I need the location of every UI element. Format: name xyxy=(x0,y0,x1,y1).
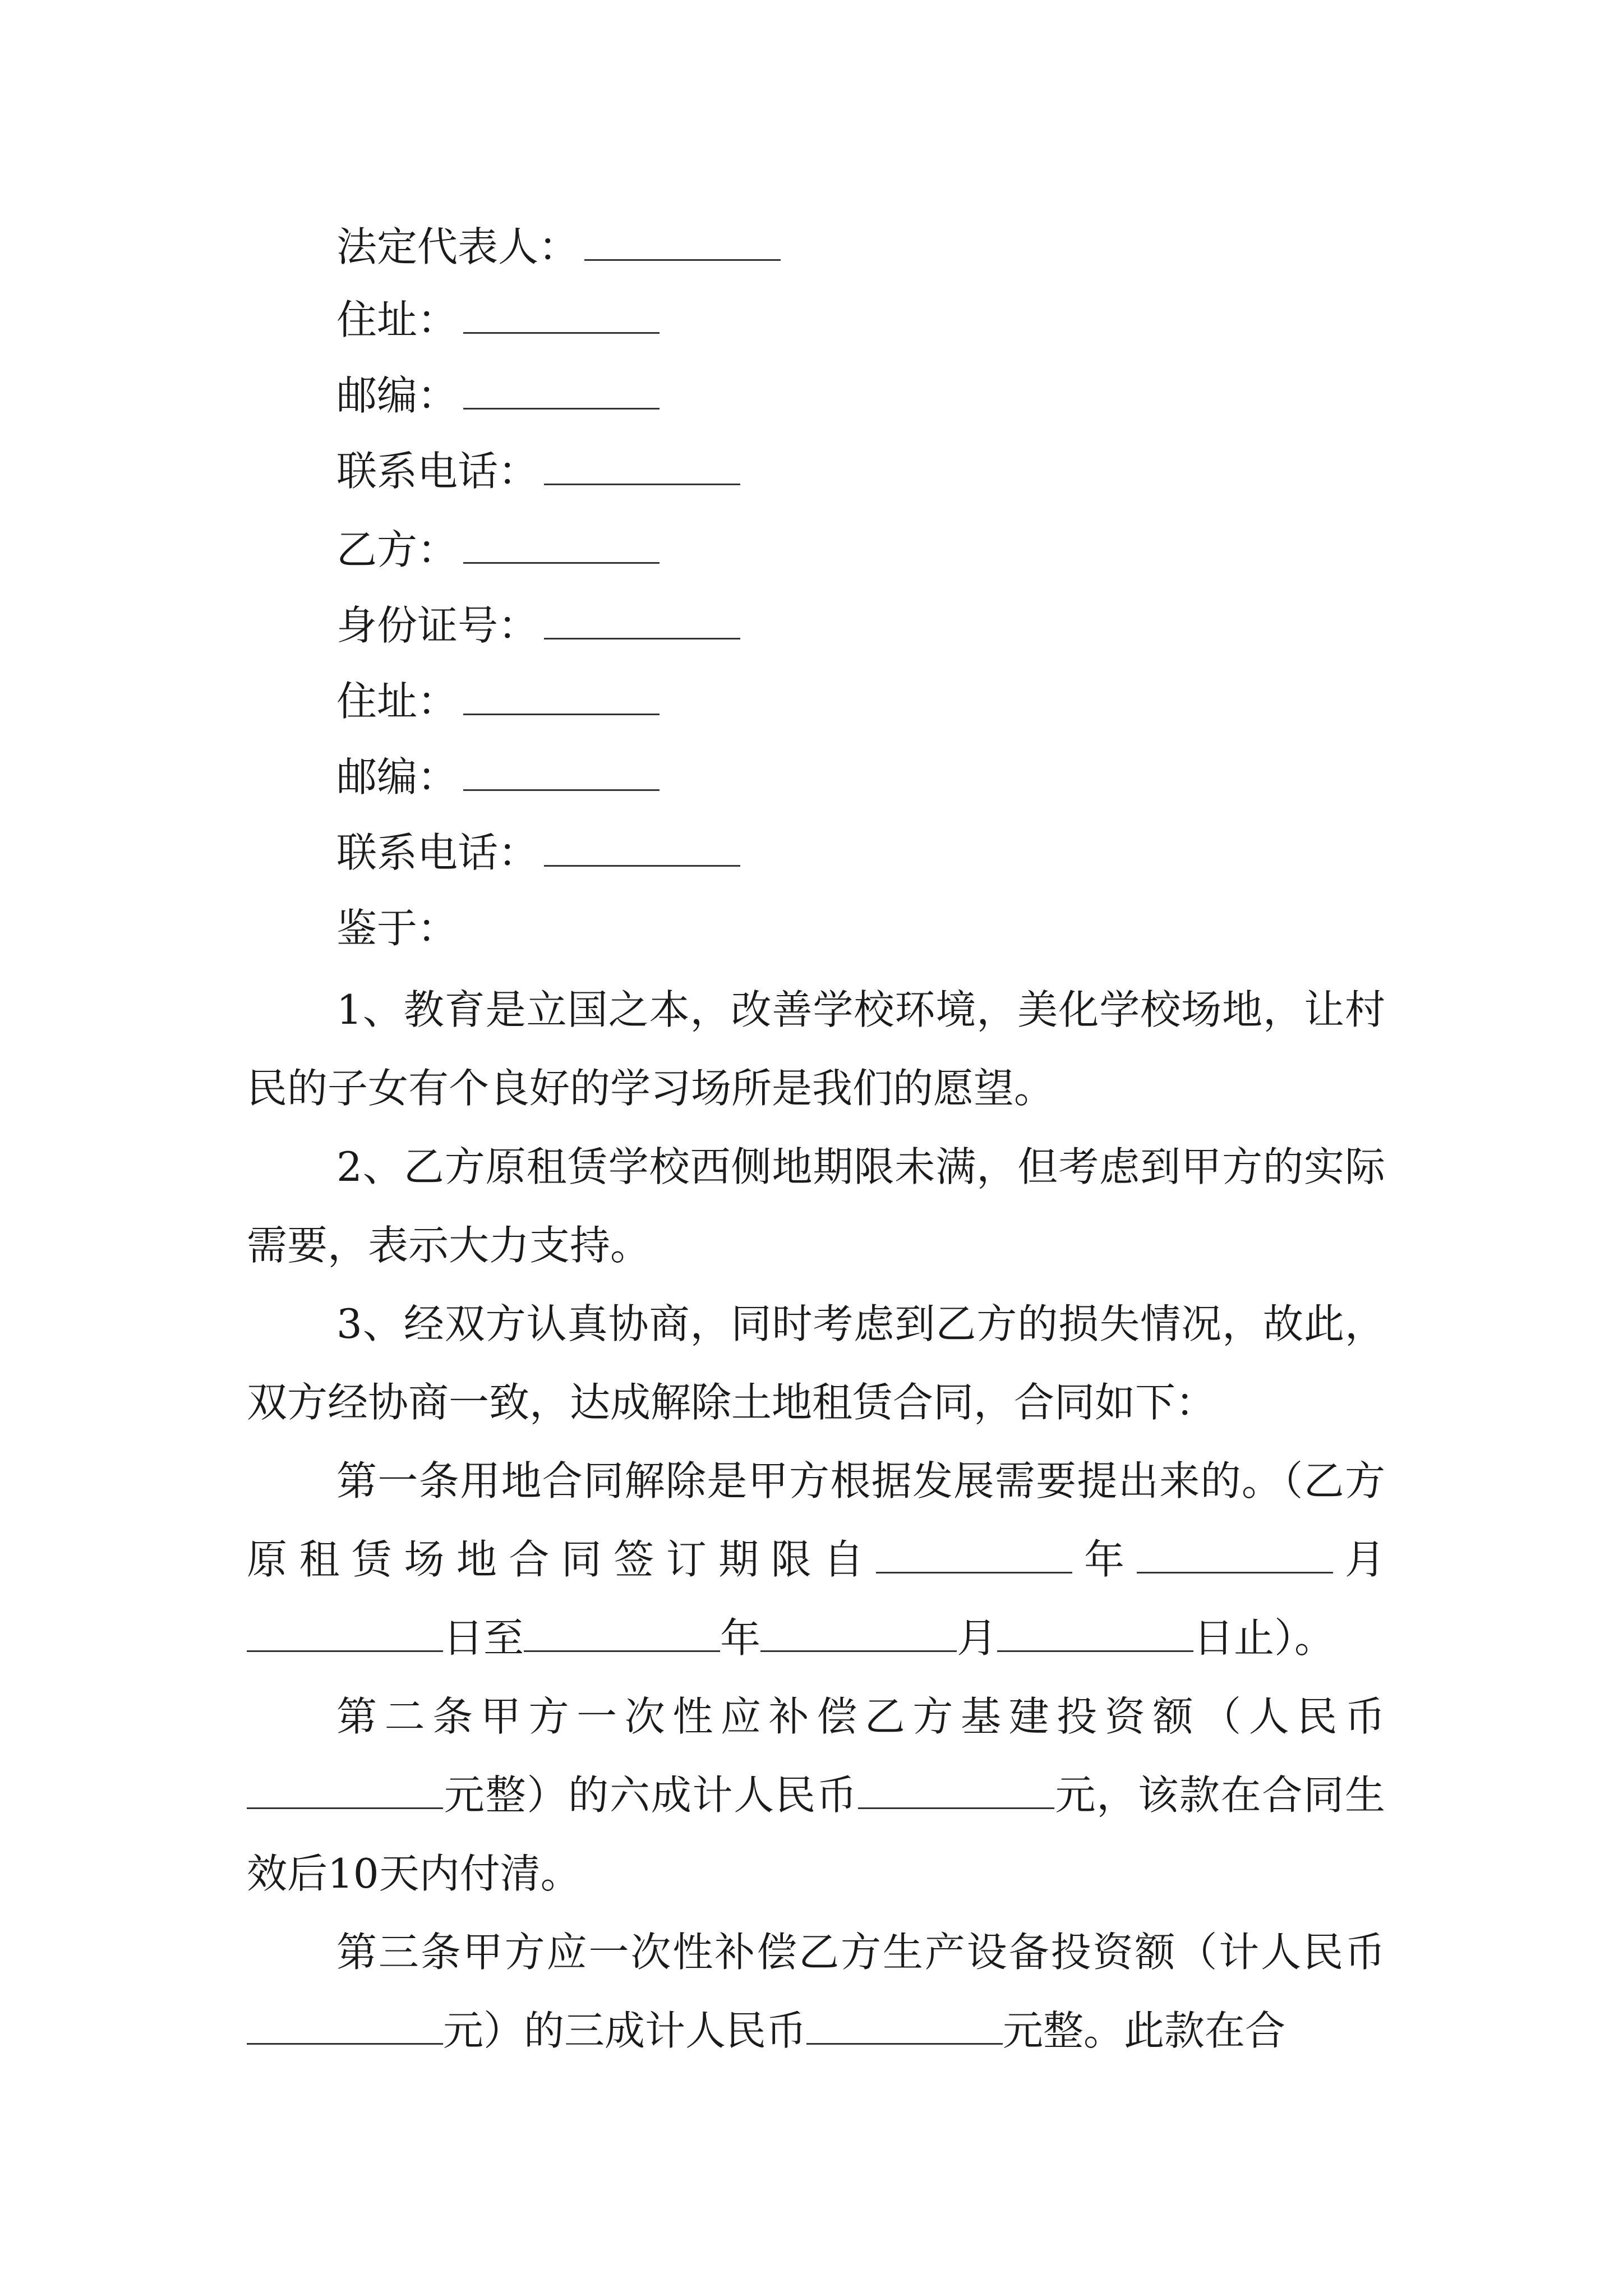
article-1-blank-day1 xyxy=(247,1617,443,1652)
paragraph-3: 3、经双方认真协商，同时考虑到乙方的损失情况，故此，双方经协商一致，达成解除土地租赁合同，合同如下： xyxy=(247,1300,1385,1426)
postcode-b-label: 邮编： xyxy=(336,753,458,800)
party-b-label: 乙方： xyxy=(336,526,458,573)
address-b-label: 住址： xyxy=(336,678,458,725)
postcode-a-label: 邮编： xyxy=(336,372,458,419)
id-number-field xyxy=(336,597,740,654)
postcode-a-field xyxy=(336,367,660,424)
article-1-blank-year2 xyxy=(524,1617,720,1652)
postcode-b-blank xyxy=(463,750,660,791)
article-1-year2: 年 xyxy=(720,1614,761,1662)
address-b-blank xyxy=(463,674,660,715)
id-number-blank xyxy=(544,599,740,639)
phone-a-field xyxy=(336,443,740,499)
article-3-blank-1 xyxy=(247,2009,443,2045)
paragraph-1: 1、教育是立国之本，改善学校环境，美化学校场地，让村民的子女有个良好的学习场所是我们的愿望。 xyxy=(247,986,1385,1112)
legal-rep-blank xyxy=(584,220,781,261)
phone-b-field xyxy=(336,825,740,881)
article-2-blank-1 xyxy=(247,1774,443,1809)
article-1 xyxy=(247,1442,1385,1677)
phone-a-blank xyxy=(544,444,740,485)
postcode-a-blank xyxy=(463,369,660,409)
article-1-text: 第一条用地合同解除是甲方根据发展需要提出来的。（乙方原租赁场地合同签订期限自 xyxy=(247,1457,1385,1583)
party-b-blank xyxy=(463,523,660,564)
postcode-b-field xyxy=(336,749,660,805)
article-1-month1: 月 xyxy=(1332,1536,1385,1583)
article-2-text-1: 第二条甲方一次性应补偿乙方基建投资额（人民币 xyxy=(336,1693,1385,1740)
party-b-field xyxy=(336,522,660,578)
address-b-field xyxy=(336,673,660,729)
article-1-blank-day2 xyxy=(997,1617,1193,1652)
article-2-text-2: 元整）的六成计人民币 xyxy=(443,1772,858,1819)
article-2-blank-2 xyxy=(858,1774,1054,1809)
phone-b-blank xyxy=(544,826,740,867)
legal-rep-field xyxy=(336,219,781,275)
article-1-blank-month2 xyxy=(760,1617,957,1652)
article-1-day1: 日至 xyxy=(443,1614,524,1662)
article-2-text-3: 元，该款在合同生效后10天内付清。 xyxy=(247,1772,1385,1897)
address-a-label: 住址： xyxy=(336,296,458,343)
whereas-label: 鉴于： xyxy=(336,905,458,952)
article-3-blank-2 xyxy=(806,2009,1003,2045)
phone-a-label: 联系电话： xyxy=(336,448,539,495)
article-1-end: 日止）。 xyxy=(1193,1614,1335,1662)
legal-rep-label: 法定代表人： xyxy=(336,223,579,270)
address-a-field xyxy=(336,292,660,348)
whereas-heading xyxy=(336,900,458,956)
article-1-year1: 年 xyxy=(1072,1536,1137,1583)
address-a-blank xyxy=(463,293,660,334)
article-1-month2: 月 xyxy=(957,1614,998,1662)
article-3-text-2: 元）的三成计人民币 xyxy=(443,2007,807,2054)
id-number-label: 身份证号： xyxy=(336,602,539,649)
article-1-blank-year1 xyxy=(876,1538,1072,1573)
phone-b-label: 联系电话： xyxy=(336,829,539,876)
article-2 xyxy=(247,1677,1385,1913)
paragraph-2: 2、乙方原租赁学校西侧地期限未满，但考虑到甲方的实际需要，表示大力支持。 xyxy=(247,1143,1385,1269)
article-3-text-3: 元整。此款在合 xyxy=(1003,2007,1286,2054)
article-1-blank-month1 xyxy=(1137,1538,1333,1573)
article-3 xyxy=(247,1913,1385,2070)
article-3-text-1: 第三条甲方应一次性补偿乙方生产设备投资额（计人民币 xyxy=(336,1929,1385,1976)
